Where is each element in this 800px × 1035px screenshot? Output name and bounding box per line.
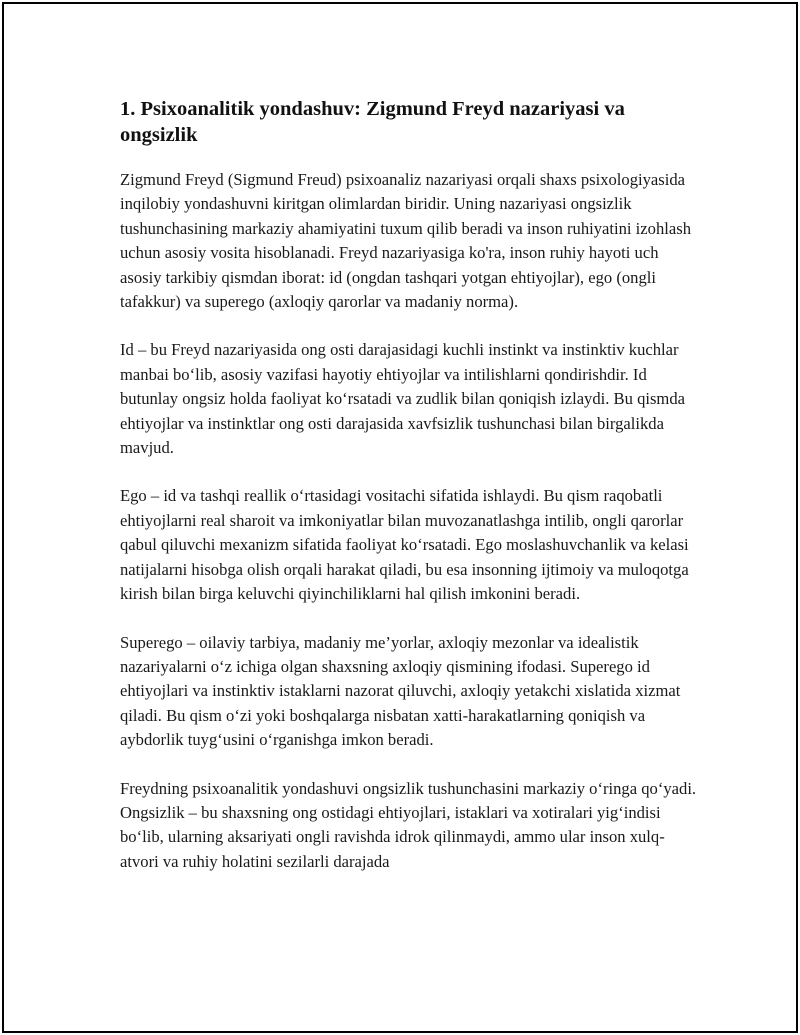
document-page bbox=[2, 2, 798, 1033]
document-content bbox=[120, 96, 700, 898]
paragraph-superego: Superego – oilaviy tarbiya, madaniy me’yorlar, axloqiy mezonlar va idealistik nazariyalarni o‘z ichiga olgan shaxsning axloqiy qismining ifodasi. Superego id ehtiyojlari va instinktiv istaklarni nazorat qiluvchi, axloqiy yetakchi xislatida xizmat qiladi. Bu qism o‘zi yoki boshqalarga nisbatan xatti-harakatlarning qoniqish va aybdorlik tuyg‘usini o‘rganishga imkon beradi. bbox=[120, 632, 681, 750]
paragraph-unconscious: Freydning psixoanalitik yondashuvi ongsizlik tushunchasini markaziy o‘ringa qo‘yadi. Ongsizlik – bu shaxsning ong ostidagi ehtiyojlari, istaklari va xotiralari yig‘indisi bo‘lib, ularning aksariyati ongli ravishda idrok qilinmaydi, ammo ular inson xulq-atvori va ruhiy holatini sezilarli darajada bbox=[120, 778, 697, 871]
paragraph-intro: Zigmund Freyd (Sigmund Freud) psixoanaliz nazariyasi orqali shaxs psixologiyasida inqilobiy yondashuvni kiritgan olimlardan biridir. Uning nazariyasi ongsizlik tushunchasining markaziy ahamiyatini tuxum qilib beradi va inson ruhiyatini izohlash uchun asosiy vosita hisoblanadi. Freyd nazariyasiga ko'ra, inson ruhiy hayoti uch asosiy tarkibiy qismdan iborat: id (ongdan tashqari yotgan ehtiyojlar), ego (ongli tafakkur) va superego (axloqiy qarorlar va madaniy norma). bbox=[120, 170, 691, 312]
section-heading: 1. Psixoanalitik yondashuv: Zigmund Freyd nazariyasi va ongsizlik bbox=[120, 98, 625, 146]
paragraph-ego: Ego – id va tashqi reallik o‘rtasidagi vositachi sifatida ishlaydi. Bu qism raqobatli ehtiyojlarni real sharoit va imkoniyatlar bilan muvozanatlashga intilib, ongli qarorlar qabul qiluvchi mexanizm sifatida faoliyat ko‘rsatadi. Ego moslashuvchanlik va kelasi natijalarni hisobga olish orqali harakat qiladi, bu esa insonning ijtimoiy va muloqotga kirish bilan birga keluvchi qiyinchiliklarni hal qilish imkonini beradi. bbox=[120, 486, 689, 604]
paragraph-id: Id – bu Freyd nazariyasida ong osti darajasidagi kuchli instinkt va instinktiv kuchlar manbai bo‘lib, asosiy vazifasi hayotiy ehtiyojlar va intilishlarni qondirishdir. Id butunlay ongsiz holda faoliyat ko‘rsatadi va zudlik bilan qoniqish izlaydi. Bu qismda ehtiyojlar va instinktlar ong osti darajasida xavfsizlik tushunchasi bilan birgalikda mavjud. bbox=[120, 340, 686, 458]
